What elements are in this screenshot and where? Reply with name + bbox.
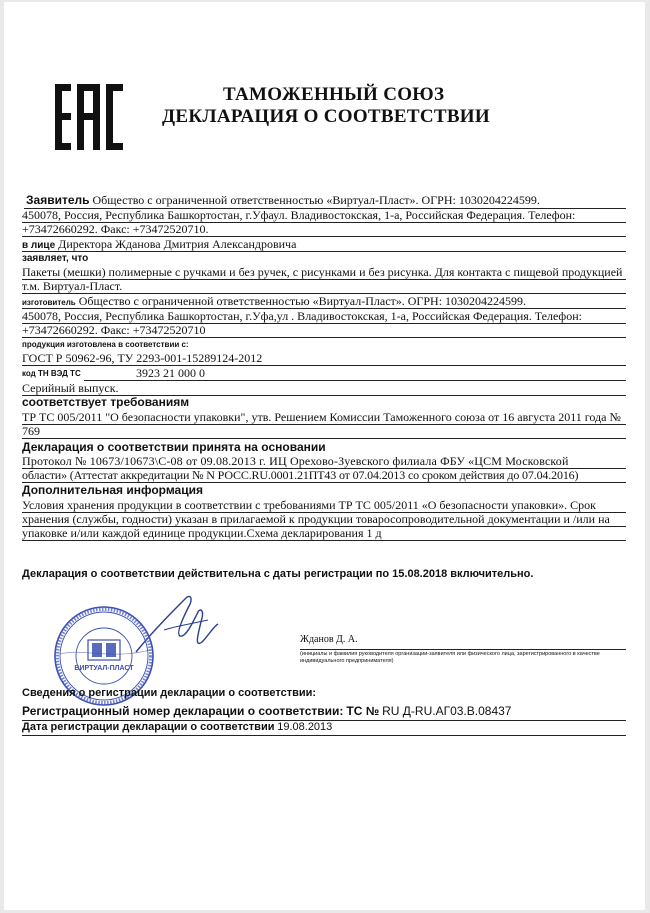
registration-date-value: 19.08.2013 (277, 721, 333, 733)
requirements-label: соответствует требованиям (22, 395, 190, 409)
declares-line1: Пакеты (мешки) полимерные с ручками и без ручек, с рисунками и без рисунка. Для контакта с пищевой продукцией (22, 265, 623, 279)
additional-line3: упаковке и/или каждой единице продукции.Схема декларирования 1 д (22, 526, 382, 540)
registration-number-label: Регистрационный номер декларации о соответствии: (22, 704, 344, 718)
manufacturer-line2: 450078, Россия, Республика Башкортостан, г.Уфа,ул . Владивостокская, 1-а, Российская Федерация. Телефон: (22, 309, 582, 323)
manufacturer-line1: Общество с ограниченной ответственностью «Виртуал-Пласт». ОГРН: 1030204224599. (78, 294, 527, 308)
production-label: продукция изготовлена в соответствии с: (22, 340, 189, 349)
tnved-release: Серийный выпуск. (22, 381, 119, 395)
declaration-page (4, 2, 645, 910)
registration-date-label: Дата регистрации декларации о соответствии (22, 721, 275, 733)
applicant-row (26, 193, 540, 208)
registration-heading: Сведения о регистрации декларации о соответствии: (22, 687, 317, 699)
person-label: в лице (22, 240, 56, 251)
applicant-label: Заявитель (26, 193, 90, 207)
applicant-line2: 450078, Россия, Республика Башкортостан, г.Уфаул. Владивостокская, 1-а, Российская Федерация. Телефон: (22, 208, 576, 222)
additional-label: Дополнительная информация (22, 483, 203, 497)
applicant-line3: +73472660292. Факс: +73472520710. (22, 222, 209, 236)
header-title-line2: ДЕКЛАРАЦИЯ О СООТВЕТСТВИИ (162, 106, 490, 127)
header-title-line1: ТАМОЖЕННЫЙ СОЮЗ (223, 84, 445, 105)
eac-logo-graphic (53, 81, 125, 154)
basis-line1: Протокол № 10673/10673\С-08 от 09.08.2013 г. ИЦ Орехово-Зуевского филиала ФБУ «ЦСМ Московской (22, 454, 569, 468)
production-standards: ГОСТ Р 50962-96, ТУ 2293-001-15289124-2012 (22, 351, 263, 365)
declares-label: заявляет, что (22, 253, 89, 264)
signer-caption (300, 651, 600, 664)
tnved-code: 3923 21 000 0 (136, 366, 205, 380)
registration-number-prefix: ТС № (346, 704, 380, 718)
person-row (22, 237, 296, 252)
registration-number-value: RU Д-RU.АГ03.В.08437 (382, 704, 512, 718)
requirements-line2: 769 (22, 424, 40, 438)
manufacturer-line3: +73472660292. Факс: +73472520710 (22, 323, 206, 337)
additional-line2: хранения (службы, годности) указан в прилагаемой к продукции товаросопроводительной документации и /или на (22, 512, 610, 526)
person-value: Директора Жданова Дмитрия Александровича (58, 237, 297, 251)
basis-label: Декларация о соответствии принята на основании (22, 440, 326, 454)
declares-line2: т.м. Виртуал-Пласт. (22, 279, 123, 293)
requirements-line1: ТР ТС 005/2011 "О безопасности упаковки", утв. Решением Комиссии Таможенного союза от 16 августа 2011 года № (22, 410, 621, 424)
signer-caption-line1: (инициалы и фамилия руководителя организации-заявителя или физического лица, зарегистрированного в качестве (300, 651, 600, 657)
basis-line2: области» (Аттестат аккредитации № N РОСС.RU.0001.21ПТ43 от 07.04.2013 со сроком действия до 07.04.2016) (22, 468, 579, 482)
tnved-label: код ТН ВЭД ТС (22, 369, 81, 378)
validity-text: Декларация о соответствии действительна с даты регистрации по 15.08.2018 включительно. (22, 568, 534, 580)
signer-name: Жданов Д. А. (300, 634, 358, 645)
registration-date-row (22, 721, 332, 733)
stamp-text: ВИРТУАЛ-ПЛАСТ (74, 665, 134, 672)
signer-caption-line2: индивидуального предпринимателя) (300, 657, 394, 664)
additional-line1: Условия хранения продукции в соответствии с требованиями ТР ТС 005/2011 «О безопасности упаковки». Срок (22, 498, 597, 512)
eac-logo (53, 81, 125, 154)
registration-number-row (22, 704, 511, 719)
applicant-line1: Общество с ограниченной ответственностью «Виртуал-Пласт». ОГРН: 1030204224599. (92, 193, 540, 207)
manufacturer-row (22, 294, 526, 309)
manufacturer-label: изготовитель (22, 298, 76, 307)
